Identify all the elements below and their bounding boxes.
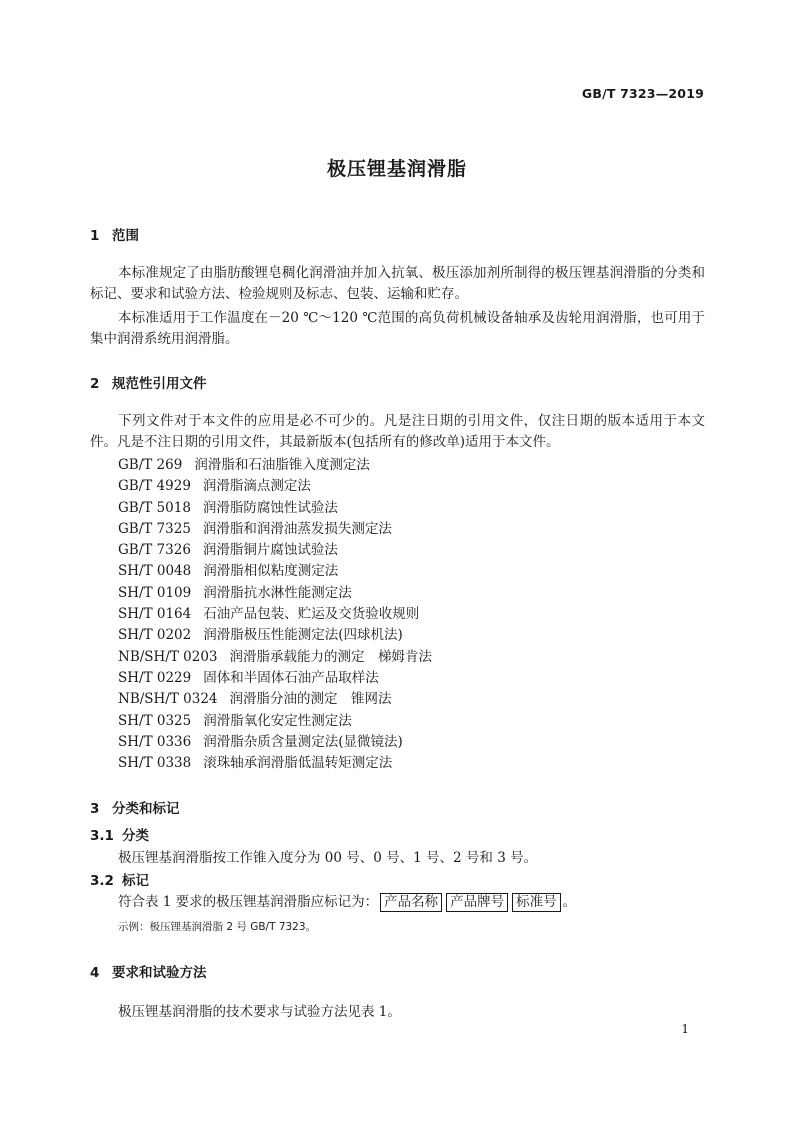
reference-item — [118, 732, 432, 753]
reference-code: GB/T 7326 — [118, 542, 191, 559]
reference-code: SH/T 0338 — [118, 755, 192, 772]
standard-number-box: 标准号 — [512, 893, 561, 912]
product-name-box: 产品名称 — [380, 893, 442, 912]
section-3-heading — [90, 797, 180, 817]
reference-title: 固体和半固体石油产品取样法 — [203, 669, 379, 686]
reference-code: SH/T 0109 — [118, 584, 192, 601]
marking-intro: 符合表 1 要求的极压锂基润滑脂应标记为： — [118, 894, 379, 910]
section-3-1-text: 极压锂基润滑脂按工作锥入度分为 00 号、0 号、1 号、2 号和 3 号。 — [118, 850, 538, 866]
reference-code: GB/T 7325 — [118, 520, 191, 537]
reference-code: SH/T 0336 — [118, 733, 192, 750]
reference-title: 润滑脂和石油脂锥入度测定法 — [194, 457, 370, 473]
reference-title: 润滑脂氧化安定性测定法 — [203, 712, 352, 729]
section-1-paragraph-1: 本标准规定了由脂肪酸锂皂稠化润滑油并加入抗氧、极压添加剂所制得的极压锂基润滑脂的分类和标记、要求和试验方法、检验规则及标志、包装、运输和贮存。 — [90, 265, 705, 302]
reference-title: 滚珠轴承润滑脂低温转矩测定法 — [203, 755, 393, 772]
reference-title: 润滑脂滴点测定法 — [202, 478, 311, 495]
section-2-paragraph: 下列文件对于本文件的应用是必不可少的。凡是注日期的引用文件，仅注日期的版本适用于本文件。凡是不注日期的引用文件，其最新版本(包括所有的修改单)适用于本文件。 — [90, 413, 705, 450]
reference-code: GB/T 5018 — [118, 499, 191, 516]
section-2-heading — [90, 372, 207, 392]
reference-title: 润滑脂极压性能测定法(四球机法) — [203, 627, 403, 644]
section-number: 3.2 — [90, 873, 114, 889]
section-title: 要求和试验方法 — [112, 965, 207, 981]
section-1-paragraph-2: 本标准适用于工作温度在－20 ℃～120 ℃范围的高负荷机械设备轴承及齿轮用润滑脂，也可用于集中润滑系统用润滑脂。 — [90, 310, 705, 347]
reference-item — [118, 519, 432, 540]
section-title: 分类和标记 — [112, 801, 180, 817]
reference-title: 润滑脂抗水淋性能测定法 — [203, 584, 352, 601]
reference-code: SH/T 0164 — [118, 606, 192, 623]
reference-title: 润滑脂和润滑油蒸发损失测定法 — [202, 520, 392, 537]
reference-title: 润滑脂铜片腐蚀试验法 — [202, 542, 338, 559]
document-code: GB/T 7323—2019 — [581, 86, 704, 101]
section-number: 3.1 — [90, 828, 114, 844]
reference-code: SH/T 0048 — [118, 563, 192, 580]
page-number: 1 — [681, 1022, 689, 1036]
reference-list — [118, 455, 432, 774]
section-3-2-heading — [90, 869, 149, 889]
reference-item — [118, 753, 432, 774]
reference-item — [118, 476, 432, 497]
reference-code: SH/T 0229 — [118, 669, 192, 686]
document-title: 极压锂基润滑脂 — [326, 158, 467, 180]
reference-code: NB/SH/T 0324 — [118, 691, 218, 708]
section-title: 规范性引用文件 — [112, 376, 207, 392]
reference-item — [118, 625, 432, 646]
section-title: 标记 — [122, 873, 149, 889]
marking-example: 示例：极压锂基润滑脂 2 号 GB/T 7323。 — [118, 921, 317, 933]
section-4-text: 极压锂基润滑脂的技术要求与试验方法见表 1。 — [118, 1004, 401, 1020]
reference-code: GB/T 4929 — [118, 478, 191, 495]
reference-title: 润滑脂防腐蚀性试验法 — [202, 499, 338, 516]
section-number: 3 — [90, 801, 100, 817]
product-grade-box: 产品牌号 — [446, 893, 508, 912]
reference-title: 润滑脂承载能力的测定 梯姆肯法 — [229, 648, 433, 665]
reference-item — [118, 647, 432, 668]
reference-item — [118, 689, 432, 710]
section-3-2-text — [118, 890, 576, 912]
reference-title: 润滑脂杂质含量测定法(显微镜法) — [203, 733, 403, 750]
reference-item — [118, 604, 432, 625]
reference-title: 石油产品包装、贮运及交货验收规则 — [203, 606, 420, 623]
reference-code: SH/T 0325 — [118, 712, 192, 729]
reference-item — [118, 540, 432, 561]
reference-item — [118, 668, 432, 689]
section-number: 1 — [90, 228, 100, 244]
section-1-heading — [90, 224, 139, 244]
marking-end: 。 — [562, 894, 577, 910]
reference-code: SH/T 0202 — [118, 627, 192, 644]
section-title: 分类 — [122, 828, 149, 844]
reference-code: GB/T 269 — [118, 457, 183, 473]
section-4-heading — [90, 961, 207, 981]
section-number: 2 — [90, 376, 100, 392]
reference-item — [118, 498, 432, 519]
reference-item — [118, 583, 432, 604]
reference-title: 润滑脂分油的测定 锥网法 — [229, 691, 392, 708]
section-3-1-heading — [90, 824, 149, 844]
section-number: 4 — [90, 965, 100, 981]
section-title: 范围 — [112, 228, 139, 244]
reference-code: NB/SH/T 0203 — [118, 648, 218, 665]
reference-title: 润滑脂相似粘度测定法 — [203, 563, 339, 580]
reference-item — [118, 455, 432, 476]
reference-item — [118, 561, 432, 582]
reference-item — [118, 711, 432, 732]
